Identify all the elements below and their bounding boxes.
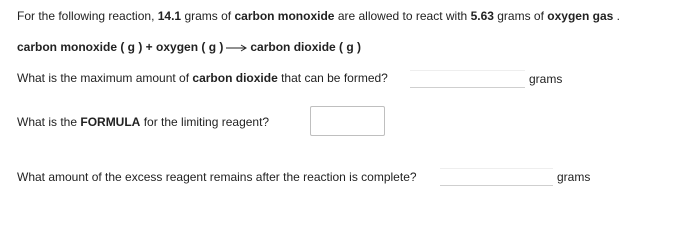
reaction-arrow-icon: [226, 44, 248, 52]
q1-suffix: that can be formed?: [277, 71, 388, 85]
equation-reactant-2: oxygen ( g ): [156, 40, 224, 54]
q1-prefix: What is the maximum amount of: [17, 71, 193, 85]
q2-suffix: for the limiting reagent?: [140, 115, 270, 129]
mass-oxygen: 5.63: [470, 9, 494, 23]
q2-prefix: What is the: [17, 115, 81, 129]
problem-statement: [17, 9, 620, 23]
reaction-equation: [17, 40, 361, 54]
mass-carbon-monoxide: 14.1: [157, 9, 182, 23]
q3-unit-label: grams: [557, 170, 591, 184]
reactant-carbon-monoxide: carbon monoxide: [234, 9, 335, 23]
max-product-input[interactable]: [410, 70, 525, 88]
excess-remaining-input[interactable]: [440, 168, 553, 186]
question-excess-remaining: What amount of the excess reagent remains after the reaction is complete?: [17, 170, 417, 184]
q1-bold: carbon dioxide: [192, 71, 278, 85]
q1-unit-label: grams: [529, 72, 563, 86]
intro-end: .: [613, 9, 620, 23]
reactant-oxygen-gas: oxygen gas: [547, 9, 614, 23]
intro-grams-of-2: grams of: [493, 9, 548, 23]
intro-prefix: For the following reaction,: [17, 9, 158, 23]
question-max-product: [17, 71, 388, 85]
intro-grams-of: grams of: [181, 9, 235, 23]
intro-middle: are allowed to react with: [334, 9, 471, 23]
equation-product: carbon dioxide ( g ): [250, 40, 362, 54]
equation-plus: +: [142, 40, 157, 54]
q2-bold: FORMULA: [80, 115, 141, 129]
equation-reactant-1: carbon monoxide ( g ): [17, 40, 143, 54]
question-limiting-reagent: [17, 115, 269, 129]
limiting-reagent-input[interactable]: [310, 106, 385, 136]
